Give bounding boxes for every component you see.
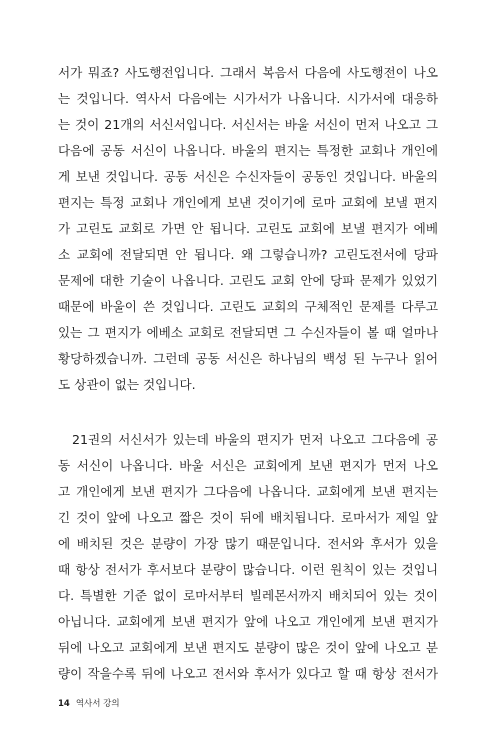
text-line: 서가 뭐죠? 사도행전입니다. 그래서 복음서 다음에 사도행전이 나오	[58, 65, 438, 80]
running-title: 역사서 강의	[75, 699, 120, 709]
text-line: 다음에 공동 서신이 나옵니다. 바울의 편지는 특정한 교회나 개인에	[58, 143, 438, 158]
page-footer	[58, 697, 120, 711]
text-line: 편지는 특정 교회나 개인에게 보낸 것이기에 로마 교회에 보낼 편지	[58, 195, 438, 210]
text-line: 량이 작을수록 뒤에 나오고 전서와 후서가 있다고 할 때 항상 전서가	[58, 666, 438, 681]
text-line: 에 배치된 것은 분량이 가장 많기 때문입니다. 전서와 후서가 있을	[58, 536, 438, 551]
text-line: 황당하겠습니까. 그런데 공동 서신은 하나님의 백성 된 누구나 읽어	[58, 351, 438, 366]
page-number: 14	[58, 699, 70, 709]
text-line: 21권의 서신서가 있는데 바울의 편지가 먼저 나오고 그다음에 공	[72, 432, 438, 447]
text-line: 아닙니다. 교회에게 보낸 편지가 앞에 나오고 개인에게 보낸 편지가	[58, 614, 438, 629]
text-line: 동 서신이 나옵니다. 바울 서신은 교회에게 보낸 편지가 먼저 나오	[58, 458, 438, 473]
text-line: 다. 특별한 기준 없이 로마서부터 빌레몬서까지 배치되어 있는 것이	[58, 588, 438, 603]
text-line: 때문에 바울이 쓴 것입니다. 고린도 교회의 구체적인 문제를 다루고	[58, 299, 438, 314]
text-line: 때 항상 전서가 후서보다 분량이 많습니다. 이런 원칙이 있는 것입니	[58, 562, 438, 577]
text-line: 도 상관이 없는 것입니다.	[58, 377, 196, 392]
text-line: 긴 것이 앞에 나오고 짧은 것이 뒤에 배치됩니다. 로마서가 제일 앞	[58, 510, 438, 525]
text-line: 고 개인에게 보낸 편지가 그다음에 나옵니다. 교회에게 보낸 편지는	[58, 484, 438, 499]
text-line: 는 것입니다. 역사서 다음에는 시가서가 나옵니다. 시가서에 대응하	[58, 91, 438, 106]
text-line: 소 교회에 전달되면 안 됩니다. 왜 그렇습니까? 고린도전서에 당파	[58, 247, 438, 262]
text-line: 있는 그 편지가 에베소 교회로 전달되면 그 수신자들이 볼 때 얼마나	[58, 325, 438, 340]
text-line: 가 고린도 교회로 가면 안 됩니다. 고린도 교회에 보낼 편지가 에베	[58, 221, 438, 236]
text-line: 는 것이 21개의 서신서입니다. 서신서는 바울 서신이 먼저 나오고 그	[58, 117, 438, 132]
text-line: 문제에 대한 기술이 나옵니다. 고린도 교회 안에 당파 문제가 있었기	[58, 273, 438, 288]
text-line: 게 보낸 것입니다. 공동 서신은 수신자들이 공동인 것입니다. 바울의	[58, 169, 438, 184]
text-line: 뒤에 나오고 교회에게 보낸 편지도 분량이 많은 것이 앞에 나오고 분	[58, 640, 438, 655]
